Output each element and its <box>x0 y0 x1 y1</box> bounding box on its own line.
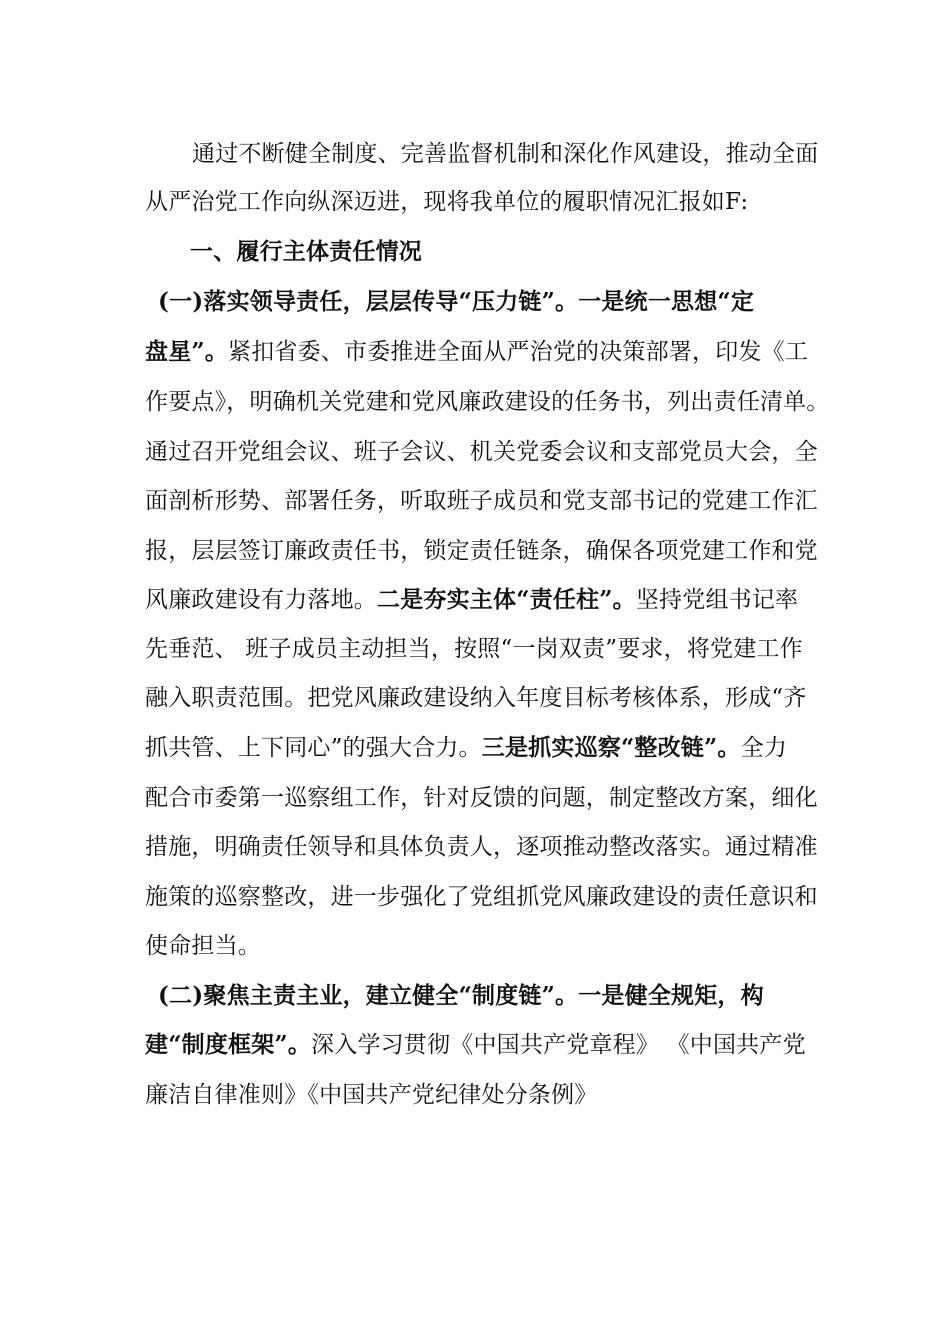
part1-line-2 <box>145 332 815 372</box>
part1-line-7-text: 风廉政建设有力落地。 <box>145 587 377 613</box>
part1-line-5: 面剖析形势、部署任务，听取班子成员和党支部书记的党建工作汇 <box>145 488 818 514</box>
part1-line-7 <box>145 580 815 620</box>
part1-line-10-tail: 全力 <box>740 735 788 761</box>
part1-line-10 <box>145 728 815 768</box>
intro-line-1: 通过不断健全制度、完善监督机制和深化作风建设，推动全面 <box>192 141 819 167</box>
part1-line-10-text: 抓共管、上下同心”的强大合力。 <box>145 735 482 761</box>
part1-line-12: 措施，明确责任领导和具体负责人，逐项推动整改落实。通过精准 <box>145 834 818 860</box>
part2-line-3: 廉洁自律准则》《中国共产党纪律处分条例》 <box>145 1082 598 1108</box>
part1-line-2-bold: 盘星”。 <box>145 338 229 365</box>
part1-line-2-text: 紧扣省委、市委推进全面从严治党的决策部署，印发《工 <box>228 339 809 365</box>
part2-line-2-text: 深入学习贯彻《中国共产党章程》 《中国共产党 <box>311 1032 806 1058</box>
part1-line-13: 施策的巡察整改，进一步强化了党组抓党风廉政建设的责任意识和 <box>145 884 818 910</box>
part1-line-10-bold: 三是抓实巡察“整改链”。 <box>481 734 741 761</box>
part1-line-11: 配合市委第一巡察组工作，针对反馈的问题，制定整改方案，细化 <box>145 785 818 811</box>
part1-line-3: 作要点》，明确机关党建和党风廉政建设的任务书，列出责任清单。 <box>145 389 830 415</box>
part1-line-14: 使命担当。 <box>145 933 261 959</box>
intro-line-2: 从严治党工作向纵深迈进，现将我单位的履职情况汇报如F: <box>145 189 749 215</box>
section-heading: 一、履行主体责任情况 <box>190 238 422 265</box>
part2-heading-line: (二)聚焦主责主业，建立健全“制度链”。一是健全规矩，构 <box>158 982 764 1009</box>
part1-line-9: 融入职责范围。把党风廉政建设纳入年度目标考核体系，形成“齐 <box>145 685 807 711</box>
part1-line-8: 先垂范、 班子成员主动担当，按照“一岗双责”要求，将党建工作 <box>145 636 803 662</box>
part1-line-4: 通过召开党组会议、班子会议、机关党委会议和支部党员大会，全 <box>145 439 818 465</box>
part2-line-2 <box>145 1025 815 1065</box>
part1-line-6: 报，层层签订廉政责任书，锁定责任链条，确保各项党建工作和党 <box>145 538 818 564</box>
part1-line-7-tail: 坚持党组书记率 <box>635 587 799 613</box>
part1-heading-line: (一)落实领导责任，层层传导“压力链”。一是统一思想“定 <box>158 288 755 315</box>
part2-line-2-bold: 建“制度框架”。 <box>145 1031 312 1058</box>
part1-line-7-bold: 二是夯实主体“责任柱”。 <box>377 586 636 613</box>
